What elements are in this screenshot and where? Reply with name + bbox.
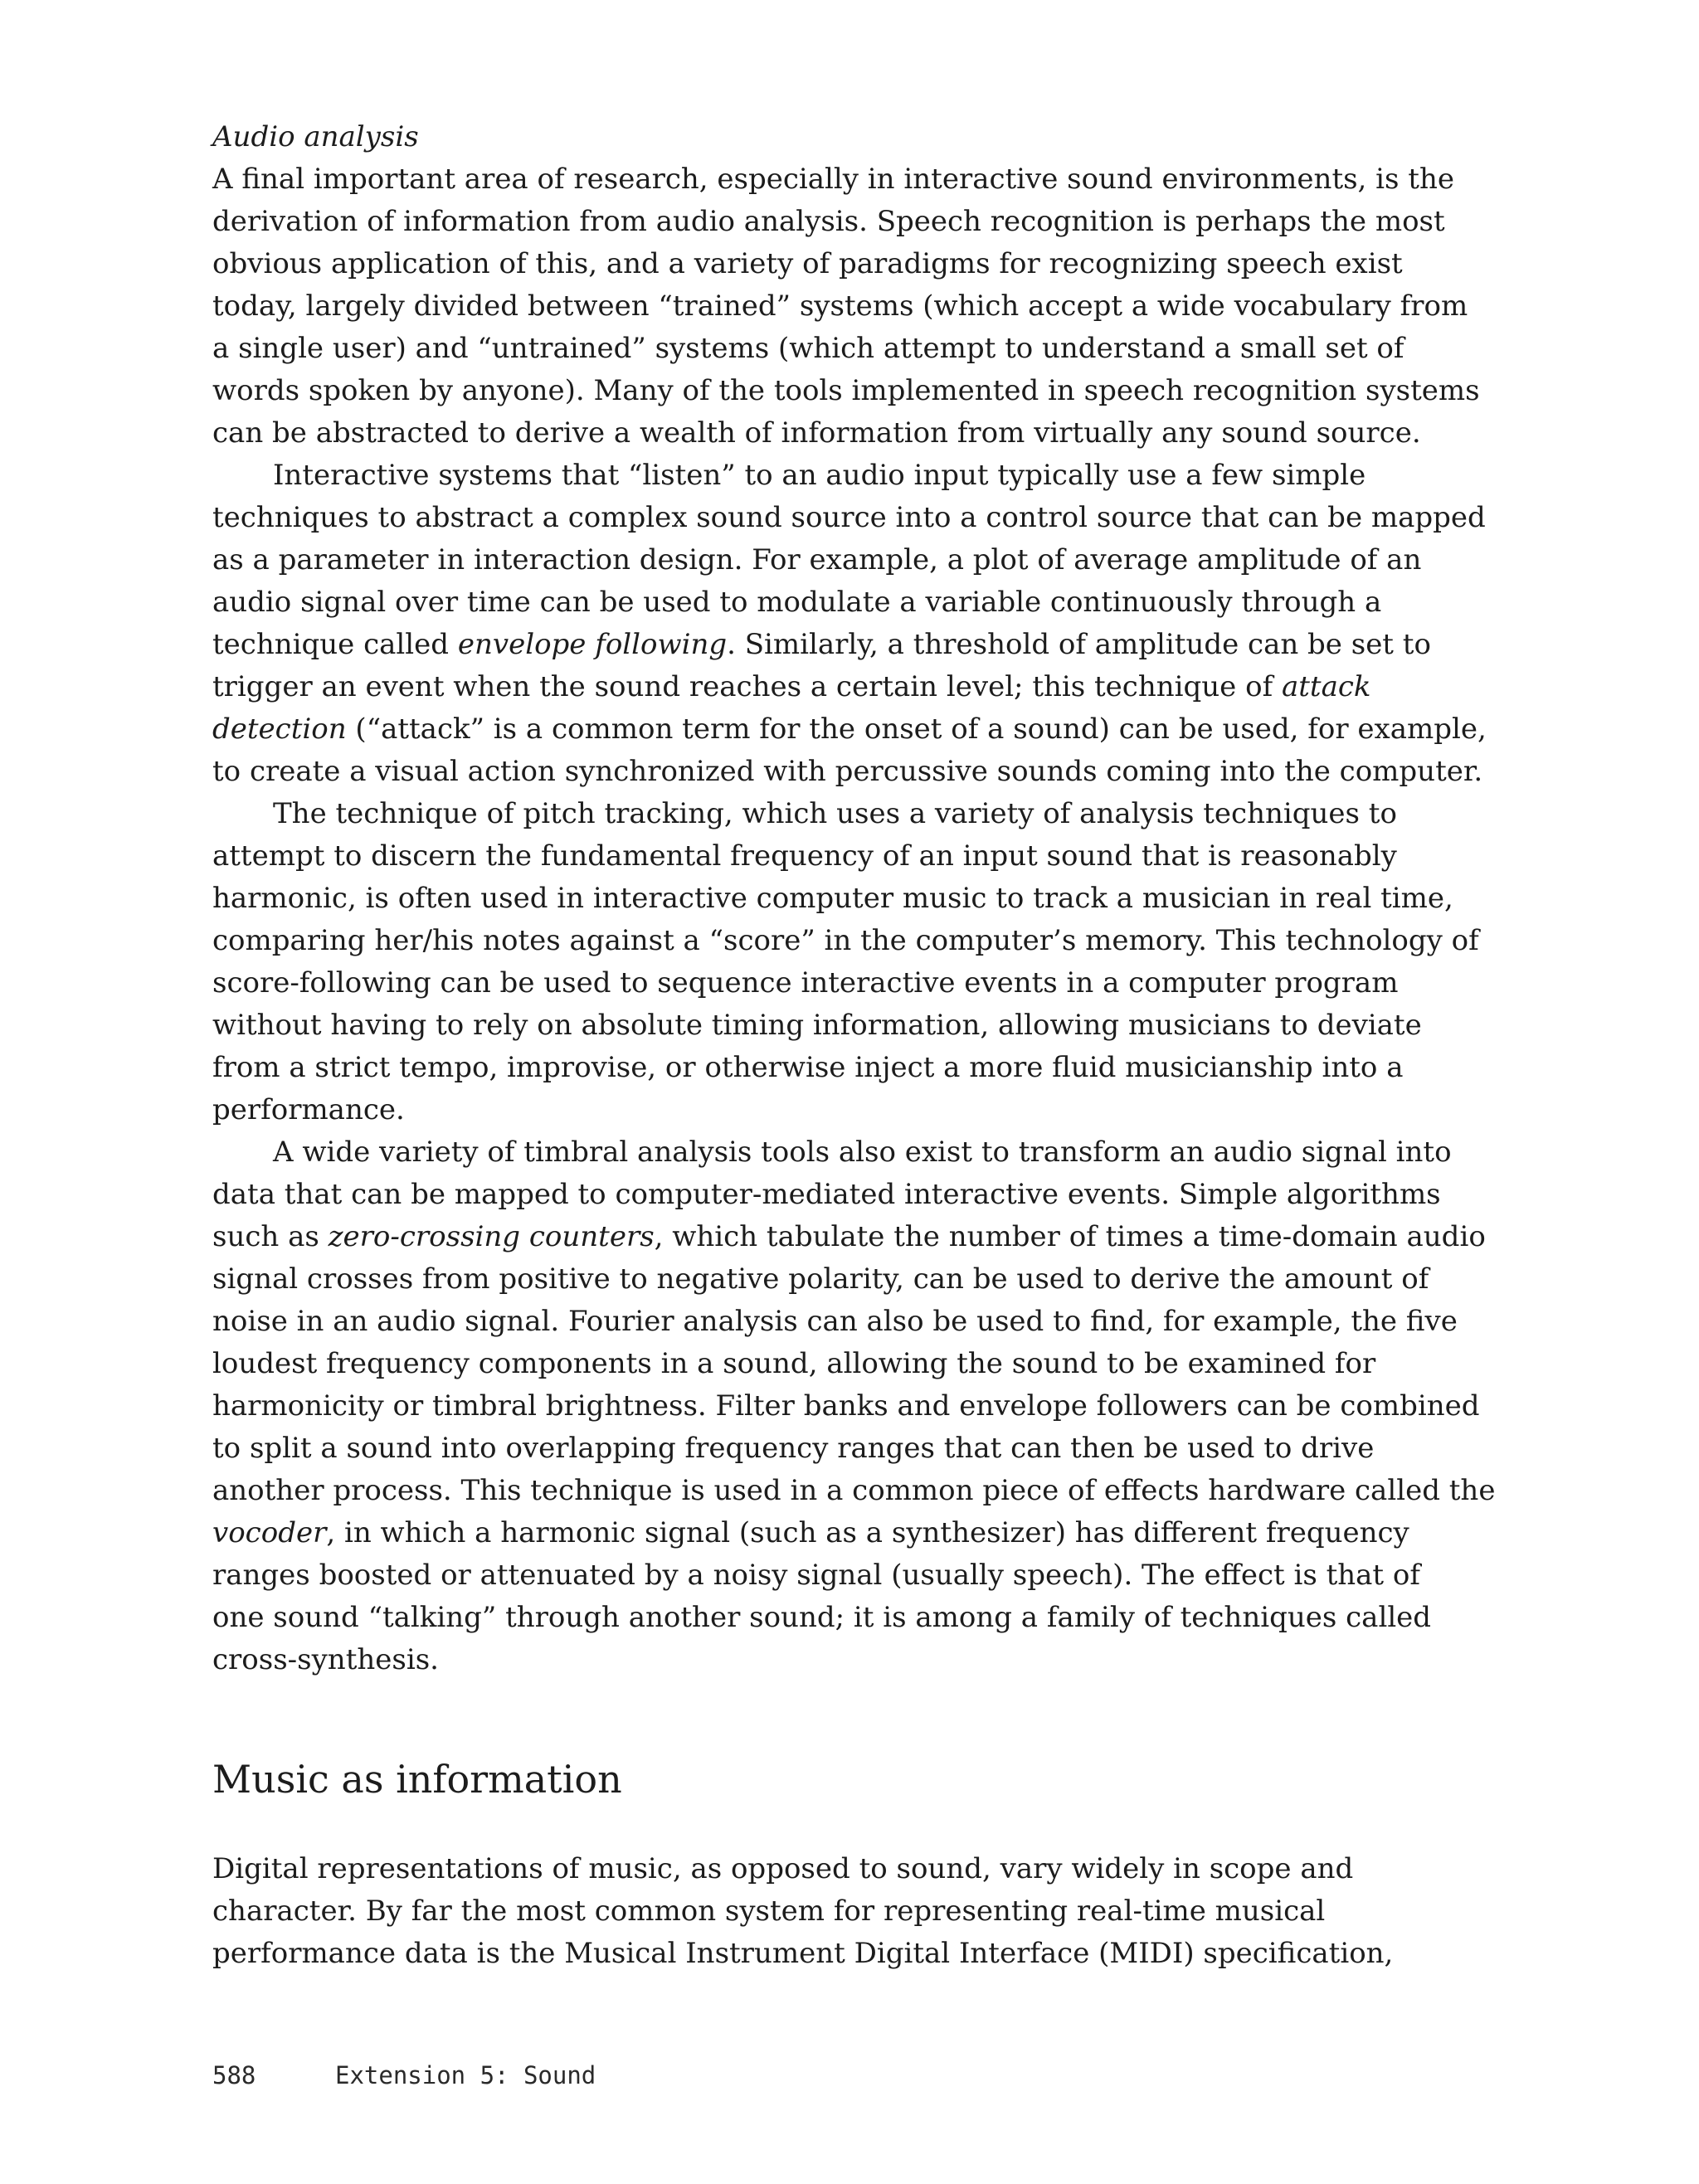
page-body — [212, 116, 1496, 1681]
text-line: as a parameter in interaction design. For example, a plot of average amplitude of an — [212, 543, 1422, 576]
text-line: a single user) and “untrained” systems (which attempt to understand a small set of — [212, 332, 1404, 365]
text-line: score-following can be used to sequence interactive events in a computer program — [212, 966, 1399, 1000]
text-line — [212, 624, 1440, 666]
text-line: one sound “talking” through another sound; it is among a family of techniques called — [212, 1601, 1432, 1634]
text-line: ranges boosted or attenuated by a noisy signal (usually speech). The effect is that of — [212, 1559, 1420, 1592]
emphasis-attack: attack — [1281, 670, 1371, 703]
paragraph-1 — [212, 158, 1480, 455]
text-line: Digital representations of music, as opposed to sound, vary widely in scope and — [212, 1852, 1354, 1885]
text-line: performance data is the Musical Instrument Digital Interface (MIDI) specification, — [212, 1937, 1394, 1970]
emphasis-vocoder: vocoder — [212, 1516, 327, 1549]
text-line: to create a visual action synchronized with percussive sounds coming into the computer. — [212, 755, 1483, 788]
text-line: words spoken by anyone). Many of the tools implemented in speech recognition systems — [212, 374, 1480, 407]
text-line: derivation of information from audio analysis. Speech recognition is perhaps the most — [212, 205, 1445, 238]
text-line: to split a sound into overlapping frequency ranges that can then be used to drive — [212, 1432, 1375, 1465]
text-line: The technique of pitch tracking, which uses a variety of analysis techniques to — [273, 797, 1397, 830]
text-line: another process. This technique is used in a common piece of effects hardware called the — [212, 1474, 1496, 1507]
emphasis-envelope-following: envelope following — [457, 628, 728, 661]
text-line — [212, 1216, 1486, 1258]
text-line: cross-synthesis. — [212, 1643, 439, 1676]
text-line: data that can be mapped to computer-mediated interactive events. Simple algorithms — [212, 1178, 1441, 1211]
text-run: (“attack” is a common term for the onset of a sound) can be used, for example, — [346, 713, 1487, 746]
text-run: . Similarly, a threshold of amplitude can be set to — [727, 628, 1431, 661]
paragraph-2 — [212, 455, 1487, 793]
section-body — [212, 1848, 1440, 1975]
text-line — [212, 1512, 1440, 1554]
paragraph-4 — [212, 1131, 1496, 1681]
text-line: without having to rely on absolute timing information, allowing musicians to deviate — [212, 1009, 1422, 1042]
text-line: today, largely divided between “trained” systems (which accept a wide vocabulary from — [212, 289, 1468, 323]
emphasis-zero-crossing-counters: zero-crossing counters — [328, 1220, 655, 1253]
text-line — [212, 666, 1440, 708]
paragraph-3 — [212, 793, 1479, 1131]
text-line: attempt to discern the fundamental frequency of an input sound that is reasonably — [212, 839, 1397, 873]
section-paragraph — [212, 1848, 1440, 1975]
text-run: , in which a harmonic signal (such as a synthesizer) has different frequency — [326, 1516, 1409, 1549]
subhead-audio-analysis: Audio analysis — [212, 120, 419, 153]
text-line: loudest frequency components in a sound, allowing the sound to be examined for — [212, 1347, 1376, 1380]
page-number: 588 — [212, 2061, 256, 2089]
text-line: comparing her/his notes against a “score” in the computer’s memory. This technology of — [212, 924, 1479, 957]
text-line: can be abstracted to derive a wealth of information from virtually any sound source. — [212, 416, 1421, 450]
emphasis-detection: detection — [212, 713, 347, 746]
text-line: audio signal over time can be used to modulate a variable continuously through a — [212, 586, 1382, 619]
text-line: noise in an audio signal. Fourier analysis can also be used to find, for example, the five — [212, 1305, 1458, 1338]
text-line: obvious application of this, and a variety of paradigms for recognizing speech exist — [212, 247, 1403, 280]
text-line: harmonicity or timbral brightness. Filter banks and envelope followers can be combined — [212, 1389, 1480, 1423]
text-line: performance. — [212, 1093, 405, 1126]
page-footer — [212, 2059, 596, 2092]
text-run: trigger an event when the sound reaches a certain level; this technique of — [212, 670, 1282, 703]
text-line: Interactive systems that “listen” to an audio input typically use a few simple — [273, 459, 1366, 492]
text-line: A final important area of research, especially in interactive sound environments, is the — [212, 163, 1454, 196]
section-title: Music as information — [212, 1757, 622, 1802]
text-line: from a strict tempo, improvise, or otherwise inject a more fluid musicianship into a — [212, 1051, 1404, 1084]
text-line: A wide variety of timbral analysis tools also exist to transform an audio signal into — [273, 1136, 1452, 1169]
text-line — [212, 708, 1487, 751]
text-line: signal crosses from positive to negative polarity, can be used to derive the amount of — [212, 1262, 1429, 1296]
text-line: techniques to abstract a complex sound source into a control source that can be mapped — [212, 501, 1486, 534]
text-run: , which tabulate the number of times a time-domain audio — [654, 1220, 1486, 1253]
text-run: technique called — [212, 628, 458, 661]
running-footer-chapter: Extension 5: Sound — [335, 2061, 596, 2089]
text-line: harmonic, is often used in interactive computer music to track a musician in real time, — [212, 882, 1453, 915]
text-run: such as — [212, 1220, 329, 1253]
text-line: character. By far the most common system for representing real-time musical — [212, 1895, 1326, 1928]
